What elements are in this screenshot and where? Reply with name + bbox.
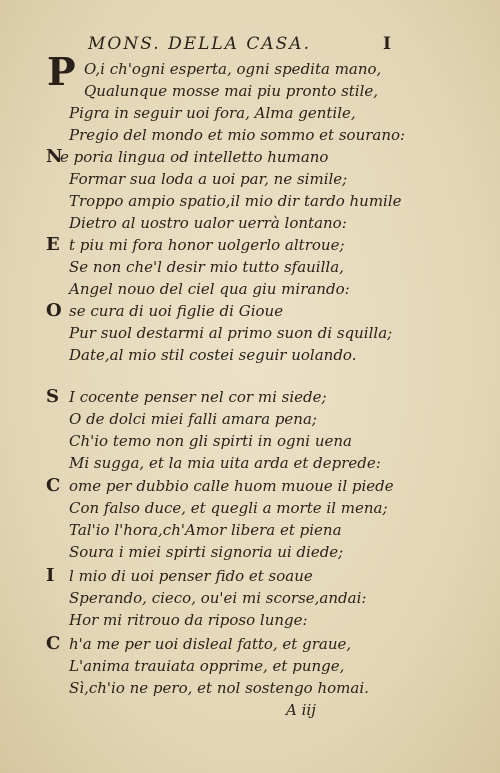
verse-line: Angel nouo del ciel qua giu mirando:: [69, 280, 350, 298]
stanza-initial: C: [46, 475, 61, 496]
page-number: I: [383, 34, 391, 54]
signature-mark: A iij: [286, 701, 316, 719]
stanza-initial: S: [46, 386, 59, 407]
verse-line: O de dolci miei falli amara pena;: [69, 410, 317, 428]
stanza-initial: O: [46, 300, 62, 321]
verse-line: Qualunque mosse mai piu pronto stile,: [84, 82, 379, 100]
verse-line: Soura i miei spirti signoria ui diede;: [69, 543, 344, 561]
verse-line: Ch'io temo non gli spirti in ogni uena: [69, 432, 352, 450]
verse-line: Sì,ch'io ne pero, et nol sostengo homai.: [69, 679, 369, 697]
stanza-initial: C: [46, 633, 61, 654]
verse-line: se cura di uoi figlie di Gioue: [69, 302, 284, 320]
verse-line: Hor mi ritrouo da riposo lunge:: [69, 611, 308, 629]
verse-line: l mio di uoi penser fido et soaue: [69, 567, 313, 585]
stanza-initial: I: [46, 565, 55, 586]
running-title: MONS. DELLA CASA.: [88, 34, 311, 54]
verse-line: Date,al mio stil costei seguir uolando.: [69, 346, 357, 364]
verse-line: Pur suol destarmi al primo suon di squilla;: [69, 324, 393, 342]
verse-line: Se non che'l desir mio tutto sfauilla,: [69, 258, 344, 276]
verse-line: Pregio del mondo et mio sommo et sourano:: [69, 126, 406, 144]
verse-line: Sperando, cieco, ou'ei mi scorse,andai:: [69, 589, 367, 607]
verse-line: Formar sua loda a uoi par, ne simile;: [69, 170, 348, 188]
verse-line: Dietro al uostro ualor uerrà lontano:: [69, 214, 347, 232]
verse-line: Con falso duce, et quegli a morte il mena;: [69, 499, 388, 517]
verse-line: h'a me per uoi disleal fatto, et graue,: [69, 635, 352, 653]
verse-line: Tal'io l'hora,ch'Amor libera et piena: [69, 521, 342, 539]
verse-line: L'anima trauiata opprime, et punge,: [69, 657, 345, 675]
verse-line: Troppo ampio spatio,il mio dir tardo humile: [69, 192, 402, 210]
verse-line: O,i ch'ogni esperta, ogni spedita mano,: [84, 60, 382, 78]
sonnet1-drop-cap: P: [47, 49, 76, 94]
stanza-initial: N: [46, 146, 63, 167]
verse-line: ome per dubbio calle huom muoue il piede: [69, 477, 394, 495]
verse-line: e poria lingua od intelletto humano: [60, 148, 329, 166]
verse-line: I cocente penser nel cor mi siede;: [69, 388, 327, 406]
verse-line: Mi sugga, et la mia uita arda et deprede:: [69, 454, 381, 472]
verse-line: Pigra in seguir uoi fora, Alma gentile,: [69, 104, 356, 122]
stanza-initial: E: [46, 234, 60, 255]
verse-line: t piu mi fora honor uolgerlo altroue;: [69, 236, 345, 254]
